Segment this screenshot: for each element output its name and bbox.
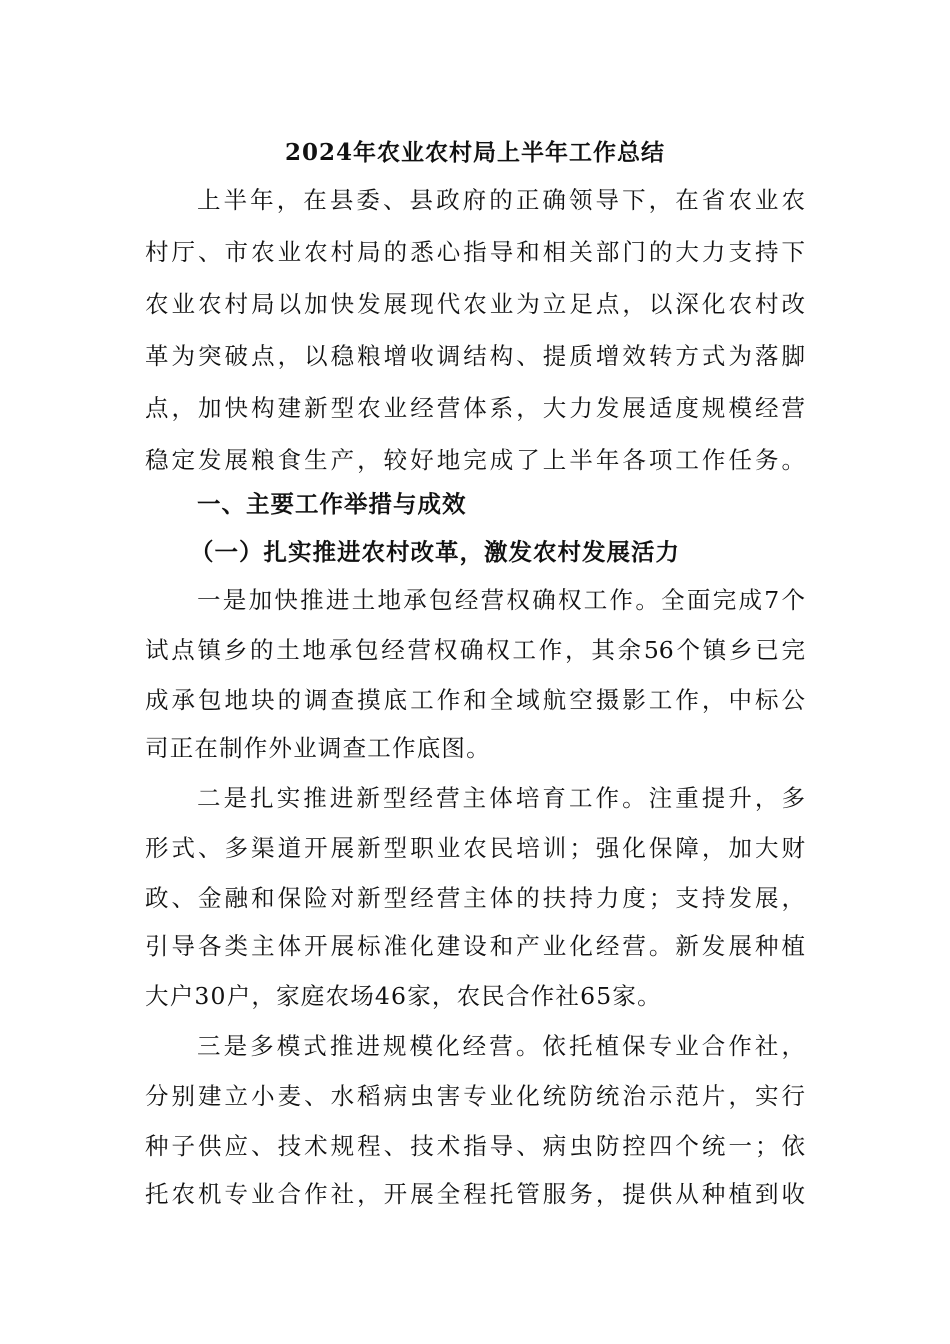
para1-line-4: 司正在制作外业调查工作底图。 [145,734,491,762]
para2-line-1: 二是扎实推进新型经营主体培育工作。注重提升，多 [197,784,805,812]
para3-line-3: 种子供应、技术规程、技术指导、病虫防控四个统一；依 [145,1132,805,1160]
section-heading: 一、主要工作举措与成效 [197,490,467,518]
para1-line-3: 成承包地块的调查摸底工作和全域航空摄影工作，中标公 [145,686,805,714]
para2-line-4: 引导各类主体开展标准化建设和产业化经营。新发展种植 [145,932,805,960]
para3-line-2: 分别建立小麦、水稻病虫害专业化统防统治示范片，实行 [145,1082,805,1110]
intro-line-2: 村厅、市农业农村局的悉心指导和相关部门的大力支持下 [145,238,805,266]
para1-line-2: 试点镇乡的土地承包经营权确权工作，其余56个镇乡已完 [145,636,805,664]
intro-line-5: 点，加快构建新型农业经营体系，大力发展适度规模经营 [145,394,805,422]
para2-line-5: 大户30户，家庭农场46家，农民合作社65家。 [145,982,662,1010]
para3-line-4: 托农机专业合作社，开展全程托管服务，提供从种植到收 [145,1180,805,1208]
para3-line-1: 三是多模式推进规模化经营。依托植保专业合作社， [197,1032,805,1060]
para2-line-2: 形式、多渠道开展新型职业农民培训；强化保障，加大财 [145,834,805,862]
para1-line-1: 一是加快推进土地承包经营权确权工作。全面完成7个 [197,586,805,614]
para2-line-3: 政、金融和保险对新型经营主体的扶持力度；支持发展， [145,884,805,912]
document-title: 2024年农业农村局上半年工作总结 [284,139,665,166]
intro-line-3: 农业农村局以加快发展现代农业为立足点，以深化农村改 [145,290,805,318]
subsection-heading: （一）扎实推进农村改革，激发农村发展活力 [190,538,680,566]
intro-line-1: 上半年，在县委、县政府的正确领导下，在省农业农 [197,186,805,214]
intro-line-6: 稳定发展粮食生产，较好地完成了上半年各项工作任务。 [145,446,805,474]
intro-line-4: 革为突破点，以稳粮增收调结构、提质增效转方式为落脚 [145,342,805,370]
